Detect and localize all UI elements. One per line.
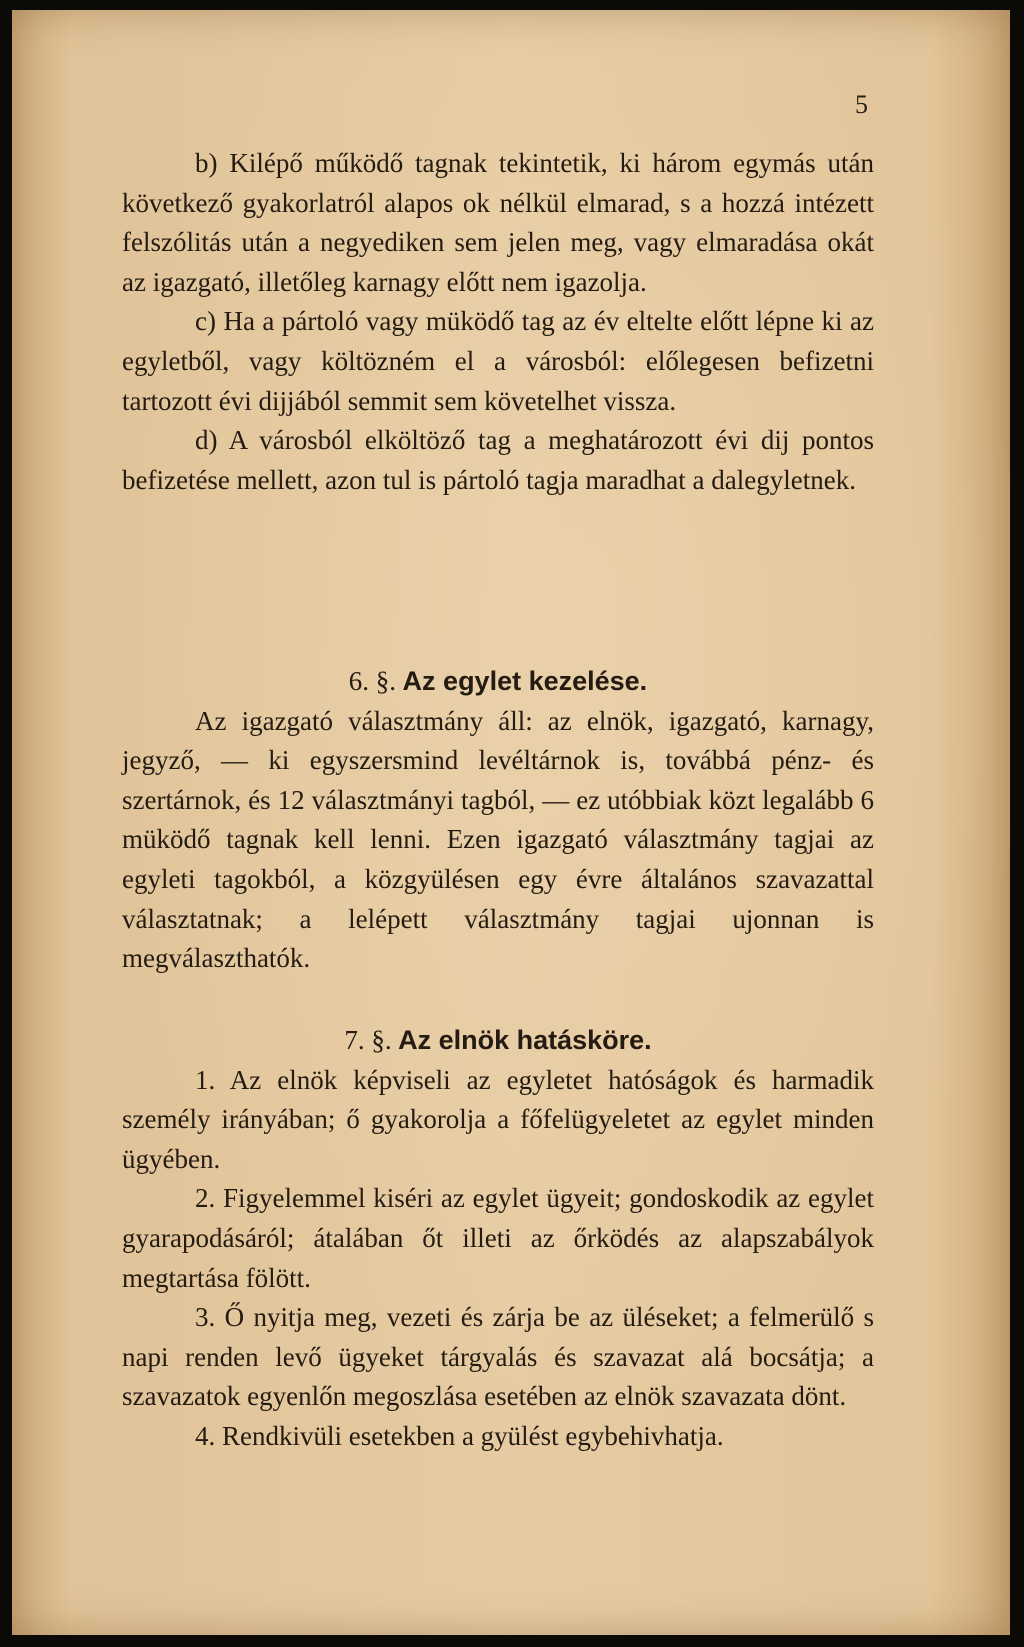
section-6-number: 6. §.	[348, 666, 397, 696]
paragraph-c: c) Ha a pártoló vagy müködő tag az év eltelte előtt lépne ki az egyletből, vagy költözném el a városból: előlegesen befizetni tartozott évi dijjából semmit sem követelhet vissza.	[122, 306, 874, 416]
section-7-number: 7. §.	[344, 1025, 392, 1055]
paragraph-7-3: 3. Ő nyitja meg, vezeti és zárja be az üléseket; a felmerülő s napi renden levő ügyeket tárgyalás és szavazat alá bocsátja; a szavazatok egyenlőn megoszlása esetében az elnök szavazata dönt.	[122, 1302, 874, 1412]
section-6-title: Az egylet kezelése.	[402, 666, 648, 696]
paragraph-7-4: 4. Rendkivüli esetekben a gyülést egybehivhatja.	[195, 1420, 724, 1451]
paragraph-7-1: 1. Az elnök képviseli az egyletet hatóságok és harmadik személy irányában; ő gyakorolja a főfelügyeletet az egylet minden ügyében.	[122, 1064, 874, 1174]
paragraph-d: d) A városból elköltöző tag a meghatározott évi dij pontos befizetése mellett, azon tul is pártoló tagja maradhat a dalegyletnek.	[122, 425, 874, 495]
section-6	[122, 662, 874, 979]
section-7-heading	[122, 1021, 874, 1061]
paragraph-6: Az igazgató választmány áll: az elnök, igazgató, karnagy, jegyző, — ki egyszersmind levéltárnok is, továbbá pénz- és szertárnok, és 12 választmányi tagból, — ez utóbbiak közt legalább 6 müködő tagnak kell lenni. Ezen igazgató választmány tagjai az egyleti tagokból, a közgyülésen egy évre általános szavazattal választatnak; a lelépett választmány tagjai ujonnan is megválaszthatók.	[122, 705, 874, 974]
paragraph-b: b) Kilépő működő tagnak tekintetik, ki három egymás után következő gyakorlatról alapos ok nélkül elmarad, s a hozzá intézett felszólitás után a negyediken sem jelen meg, vagy elmaradása okát az igazgató, illetőleg karnagy előtt nem igazolja.	[122, 148, 874, 297]
section-7-title: Az elnök hatásköre.	[398, 1025, 652, 1055]
section-7	[122, 1021, 874, 1457]
document-page	[12, 10, 1010, 1635]
paragraph-7-2: 2. Figyelemmel kiséri az egylet ügyeit; gondoskodik az egylet gyarapodásáról; átalában őt illeti az őrködés az alapszabályok megtartása fölött.	[122, 1183, 874, 1293]
page-number: 5	[855, 90, 868, 119]
section-6-heading	[122, 662, 874, 702]
section-membership-clauses	[122, 144, 874, 500]
